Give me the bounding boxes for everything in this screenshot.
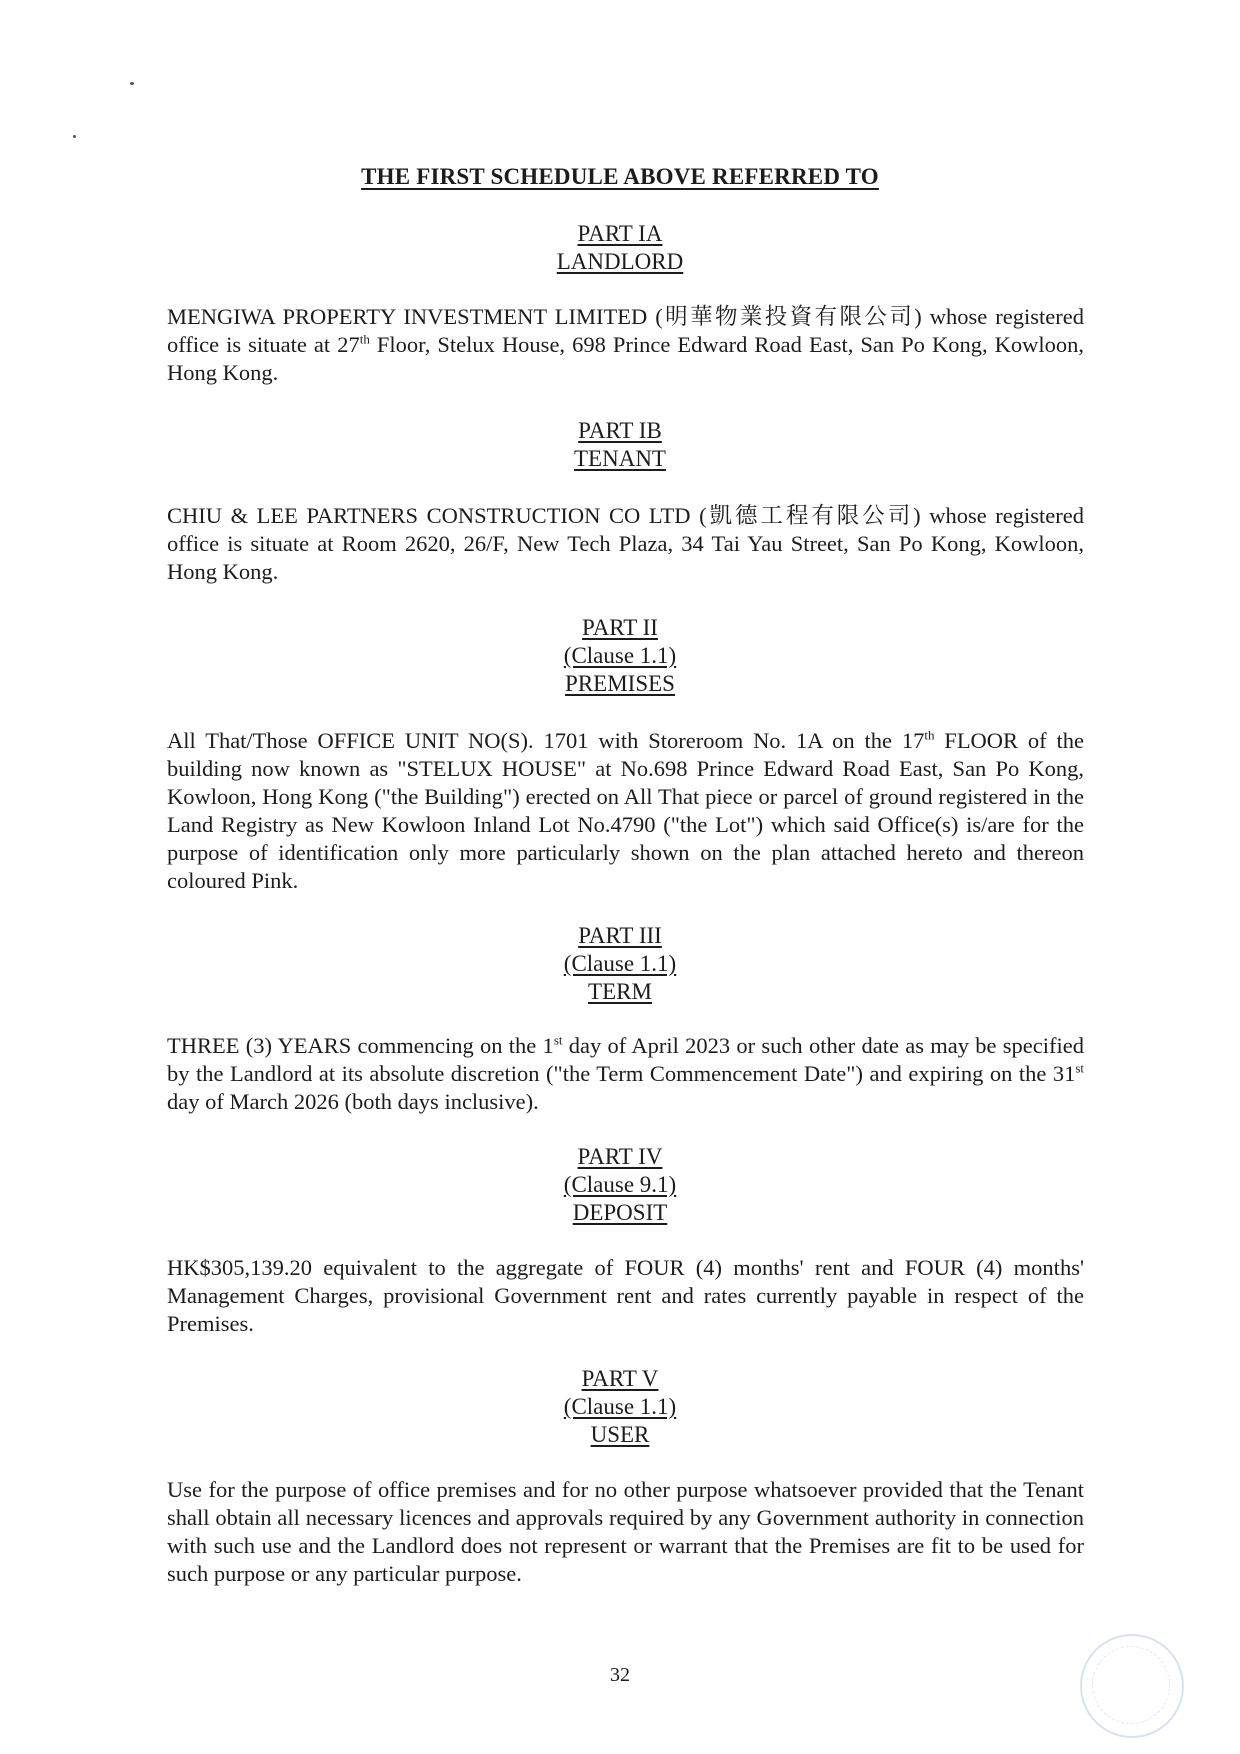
premises-clause-ref: (Clause 1.1) <box>563 643 677 668</box>
deposit-part-label: PART IV <box>577 1144 663 1169</box>
scan-speck <box>73 135 76 138</box>
tenant-section-name: TENANT <box>574 446 666 471</box>
faint-seal-stamp <box>1080 1634 1184 1738</box>
deposit-heading <box>520 1143 720 1227</box>
deposit-clause-ref: (Clause 9.1) <box>563 1172 677 1197</box>
page-number: 32 <box>610 1664 630 1686</box>
user-clause-ref: (Clause 1.1) <box>563 1394 677 1419</box>
scan-speck <box>130 82 134 85</box>
term-part-label: PART III <box>578 923 662 948</box>
tenant-text: CHIU & LEE PARTNERS CONSTRUCTION CO LTD (凱德工程有限公司) whose registered office is situate at Room 2620, 26/F, New Tech Plaza, 34 Tai Yau Street, San Po Kong, Kowloon, Hong Kong. <box>167 503 1084 584</box>
tenant-heading <box>520 417 720 473</box>
premises-heading <box>520 614 720 698</box>
landlord-section-name: LANDLORD <box>556 249 684 274</box>
landlord-part-label: PART IA <box>577 221 663 246</box>
tenant-part-label: PART IB <box>578 418 662 443</box>
user-heading <box>520 1365 720 1449</box>
term-heading <box>520 922 720 1006</box>
deposit-paragraph <box>167 1254 1084 1338</box>
term-text: THREE (3) YEARS commencing on the 1st day of April 2023 or such other date as may be specified by the Landlord at its absolute discretion ("the Term Commencement Date") and expiring on the 31st day of March 2026 (both days inclusive). <box>167 1032 1084 1114</box>
schedule-title: THE FIRST SCHEDULE ABOVE REFERRED TO <box>361 164 879 189</box>
landlord-text: MENGIWA PROPERTY INVESTMENT LIMITED (明華物業投資有限公司) whose registered office is situate at 27th Floor, Stelux House, 698 Prince Edward Road East, San Po Kong, Kowloon, Hong Kong. <box>167 304 1085 385</box>
premises-part-label: PART II <box>582 615 658 640</box>
user-paragraph <box>167 1476 1084 1588</box>
term-clause-ref: (Clause 1.1) <box>563 951 677 976</box>
user-text: Use for the purpose of office premises and for no other purpose whatsoever provided that the Tenant shall obtain all necessary licences and approvals required by any Government authority in connection with such use and the Landlord does not represent or warrant that the Premises are fit to be used for such purpose or any particular purpose. <box>167 1477 1084 1586</box>
user-section-name: USER <box>590 1422 650 1447</box>
term-section-name: TERM <box>588 979 652 1004</box>
deposit-section-name: DEPOSIT <box>572 1200 668 1225</box>
premises-paragraph <box>167 727 1084 895</box>
landlord-paragraph <box>167 303 1084 387</box>
deposit-text: HK$305,139.20 equivalent to the aggregate of FOUR (4) months' rent and FOUR (4) months' Management Charges, provisional Government rent and rates currently payable in respect of the Premises. <box>167 1255 1084 1336</box>
premises-section-name: PREMISES <box>565 671 675 696</box>
term-paragraph <box>167 1032 1084 1116</box>
tenant-paragraph <box>167 502 1084 586</box>
landlord-heading <box>520 220 720 276</box>
premises-text: All That/Those OFFICE UNIT NO(S). 1701 with Storeroom No. 1A on the 17th FLOOR of the building now known as "STELUX HOUSE" at No.698 Prince Edward Road East, San Po Kong, Kowloon, Hong Kong ("the Building") erected on All That piece or parcel of ground registered in the Land Registry as New Kowloon Inland Lot No.4790 ("the Lot") which said Office(s) is/are for the purpose of identification only more particularly shown on the plan attached hereto and thereon coloured Pink. <box>167 727 1084 893</box>
user-part-label: PART V <box>581 1366 659 1391</box>
